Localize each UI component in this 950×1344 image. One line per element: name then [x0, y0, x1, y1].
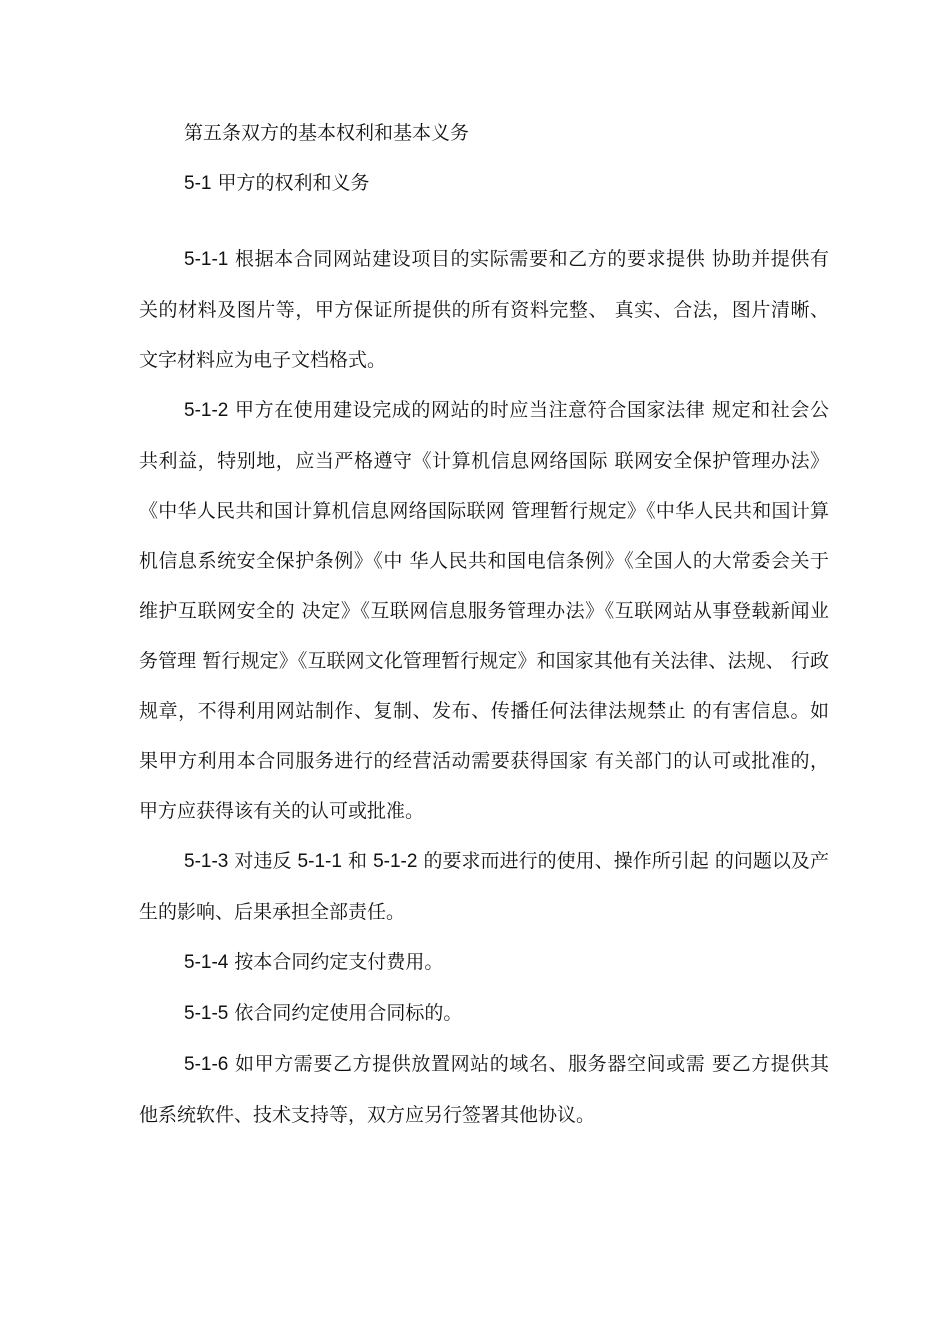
clause-text: 根据本合同网站建设项目的实际需要和乙方的要求提供 协助并提供有关的材料及图片等，甲方保证所提供的所有资料完整、 真实、合法，图片清晰、文字材料应为电子文档格式。 [139, 248, 829, 371]
section-heading [139, 158, 829, 209]
clause-text: 按本合同约定支付费用。 [234, 951, 444, 973]
clause-number: 5-1-2 [184, 400, 229, 421]
clause-reference: 5-1-2 [373, 851, 418, 872]
clause-text: 甲方在使用建设完成的网站的时应当注意符合国家法律 规定和社会公共利益，特别地，应当严格遵守《计算机信息网络国际 联网安全保护管理办法》《中华人民共和国计算机信息网络国际联网 管理暂行规定》《中华人民共和国计算机信息系统安全保护条例》《中 华人民共和国电信条例》《全国人的大常委会关于维护互联网安全的 决定》《互联网信息服务管理办法》《互联网站从事登载新闻业务管理 暂行规定》《互联网文化管理暂行规定》和国家其他有关法律、法规、 行政规章，不得利用网站制作、复制、发布、传播任何法律法规禁止 的有害信息。如果甲方利用本合同服务进行的经营活动需要获得国家 有关部门的认可或批准的，甲方应获得该有关的认可或批准。 [139, 399, 829, 822]
clause-5-1-1 [139, 234, 829, 385]
clause-5-1-4 [139, 937, 829, 988]
clause-number: 5-1-3 [184, 851, 229, 872]
clause-5-1-5 [139, 988, 829, 1039]
clause-text: 依合同约定使用合同标的。 [234, 1002, 463, 1024]
clause-number: 5-1-4 [184, 952, 229, 973]
clause-text: 如甲方需要乙方提供放置网站的域名、服务器空间或需 要乙方提供其他系统软件、技术支持等，双方应另行签署其他协议。 [139, 1053, 829, 1126]
clause-5-1-6 [139, 1039, 829, 1140]
article-title-text: 第五条双方的基本权利和基本义务 [184, 122, 470, 144]
section-number: 5-1 [184, 173, 212, 194]
clause-number: 5-1-6 [184, 1054, 229, 1075]
clause-5-1-3 [139, 836, 829, 937]
clause-reference: 5-1-1 [297, 851, 342, 872]
clause-text-before: 对违反 [234, 850, 292, 872]
clause-number: 5-1-1 [184, 249, 229, 270]
clause-text-after: 的要求而进行的使用、操作所引起 的问题以及产生的影响、后果承担全部责任。 [139, 850, 829, 923]
document-body [139, 108, 829, 1140]
article-title [139, 108, 829, 158]
section-title: 甲方的权利和义务 [217, 172, 370, 194]
clause-5-1-2 [139, 385, 829, 836]
clause-text-mid: 和 [347, 850, 367, 872]
clause-number: 5-1-5 [184, 1003, 229, 1024]
